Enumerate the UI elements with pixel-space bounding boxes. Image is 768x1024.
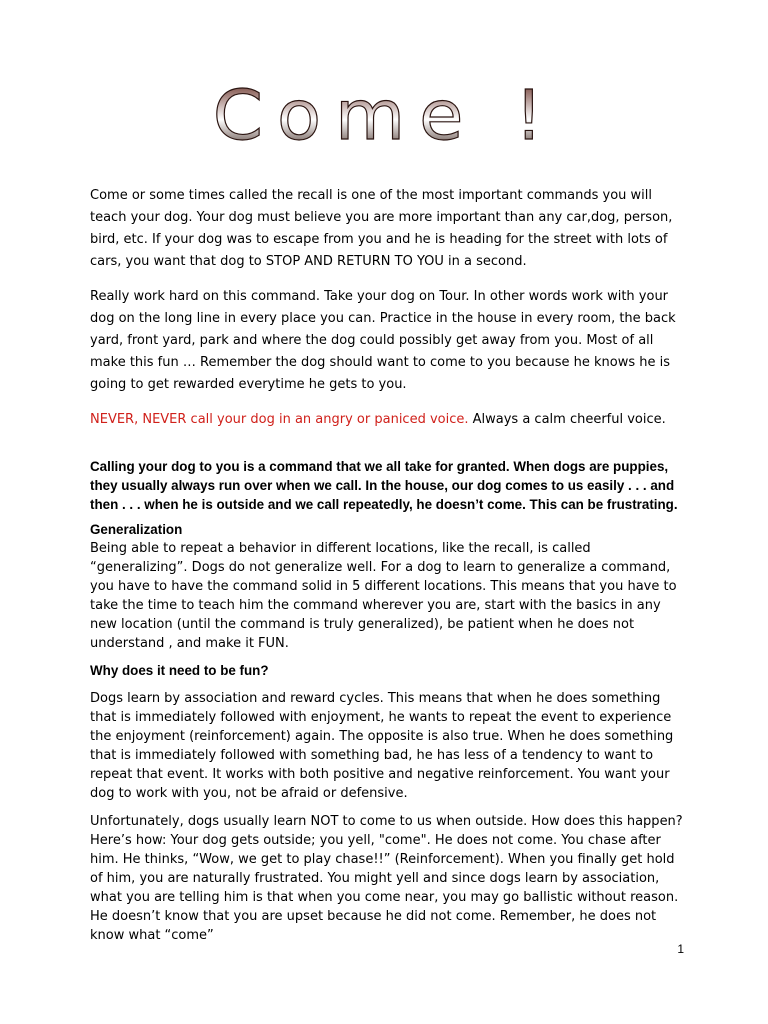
document-body — [90, 185, 690, 945]
warning-paragraph — [90, 409, 690, 431]
association-paragraph: Dogs learn by association and reward cycles. This means that when he does something that is immediately followed with enjoyment, he wants to repeat the event to experience the enjoyment (reinforcement) again. The opposite is also true. When he does something that is immediately followed with something bad, he has less of a tendency to want to repeat that event. It works with both positive and negative reinforcement. You want your dog to work with you, not be afraid or defensive. — [90, 691, 674, 801]
page-title: Come ! — [212, 80, 558, 156]
calm-voice-text: Always a calm cheerful voice. — [468, 412, 666, 427]
why-fun-heading: Why does it need to be fun? — [90, 663, 269, 678]
warning-text: NEVER, NEVER call your dog in an angry or paniced voice. — [90, 412, 469, 427]
title-wordart — [150, 80, 620, 160]
lead-bold-paragraph: Calling your dog to you is a command that we all take for granted. When dogs are puppies, they usually always run over when we call. In the house, our dog comes to us easily . . . and then . . . when he is outside and we call repeatedly, he doesn’t come. This can be frustrating. — [90, 459, 678, 512]
title-graphic — [150, 80, 620, 160]
intro-paragraph: Come or some times called the recall is one of the most important commands you will teach your dog. Your dog must believe you are more important than any car,dog, person, bird, etc. If your dog was to escape from you and he is heading for the street with lots of cars, you want that dog to STOP AND RETURN TO YOU in a second. — [90, 188, 673, 269]
generalization-paragraph: Being able to repeat a behavior in different locations, like the recall, is called “generalizing”. Dogs do not generalize well. For a dog to learn to generalize a command, you have to have the command solid in 5 different locations. This means that you have to take the time to teach him the command wherever you are, start with the basics in any new location (until the command is truly generalized), be patient when he does not understand , and make it FUN. — [90, 541, 677, 651]
unfortunately-paragraph: Unfortunately, dogs usually learn NOT to come to us when outside. How does this happen? Here’s how: Your dog gets outside; you yell, "come". He does not come. You chase after him. He thinks, “Wow, we get to play chase!!” (Reinforcement). When you finally get hold of him, you are naturally frustrated. You might yell and since dogs learn by association, what you are telling him is that when you come near, you may go ballistic without reason. He doesn’t know that you are upset because he did not come. Remember, he does not know what “come” — [90, 814, 683, 943]
page-number: 1 — [677, 942, 684, 956]
generalization-heading: Generalization — [90, 522, 183, 537]
practice-paragraph: Really work hard on this command. Take your dog on Tour. In other words work with your dog on the long line in every place you can. Practice in the house in every room, the back yard, front yard, park and where the dog could possibly get away from you. Most of all make this fun … Remember the dog should want to come to you because he knows he is going to get rewarded everytime he gets to you. — [90, 289, 676, 392]
